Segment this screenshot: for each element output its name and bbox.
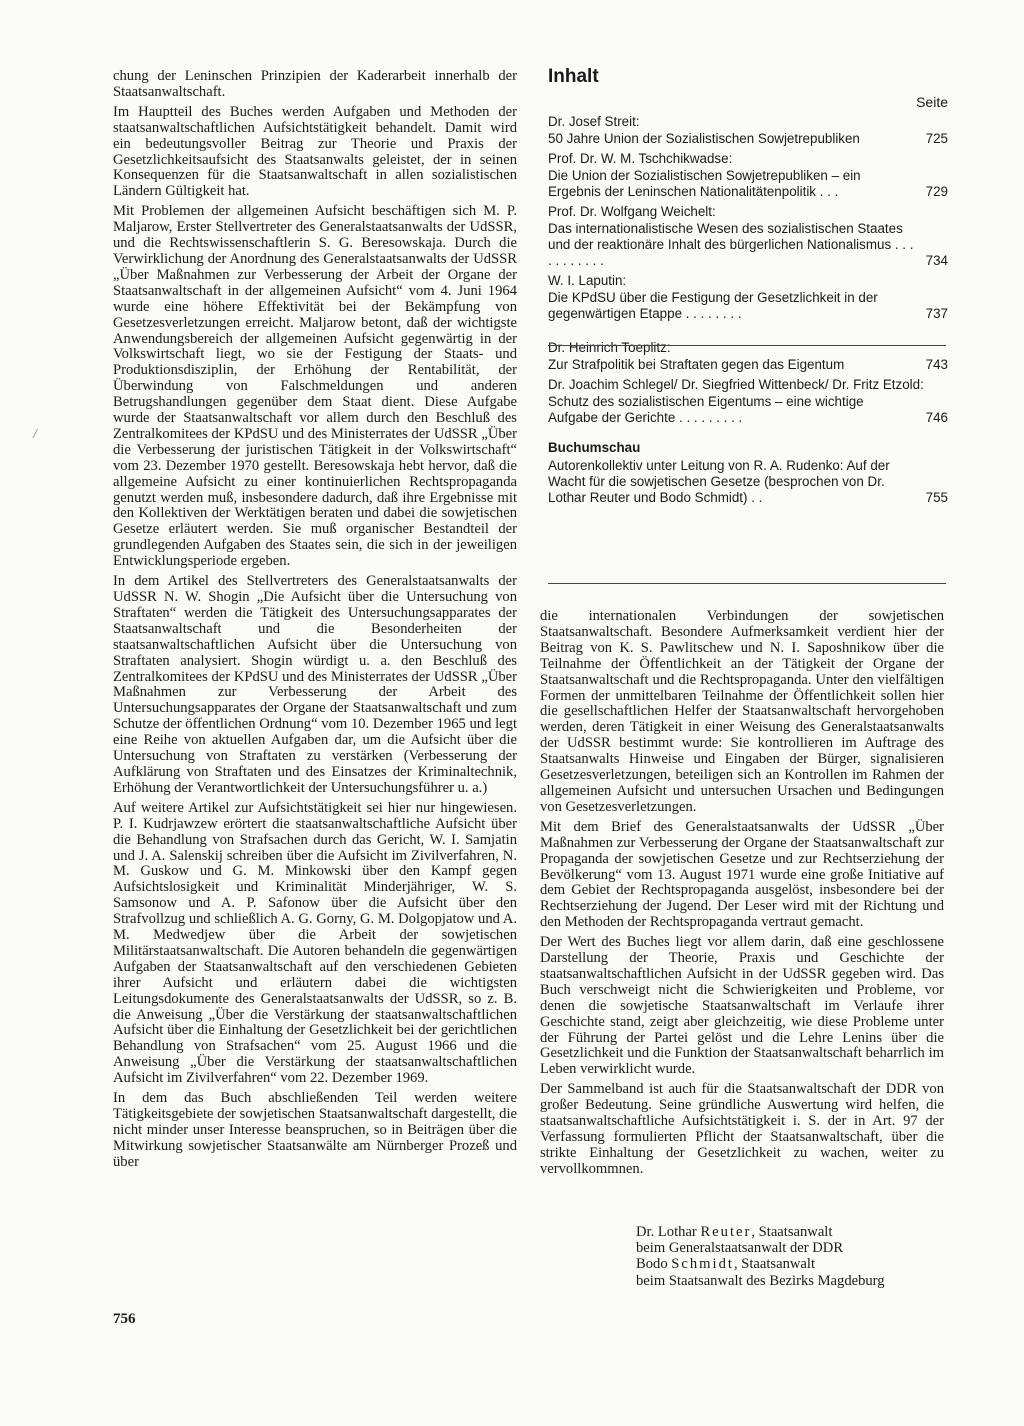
- toc-title: Schutz des sozialistischen Eigentums – eine wichtige Aufgabe der Gerichte . . . . . . . . .: [548, 394, 864, 425]
- toc-review-entry: [548, 458, 948, 506]
- toc-author: Dr. Heinrich Toeplitz:: [548, 340, 671, 355]
- paragraph: Im Hauptteil des Buches werden Aufgaben und Methoden der staatsanwaltschaftlichen Aufsichtstätigkeit behandelt. Damit wird ein bedeutungsvoller Beitrag zur Theorie und Praxis der Gesetzlichkeitsaufsicht des Staatsanwalts geleistet, der in seinen Konsequenzen für die Staatsanwaltschaft in allen sozialistischen Ländern Gültigkeit hat.: [113, 103, 517, 200]
- toc-title: Zur Strafpolitik bei Straftaten gegen das Eigentum: [548, 357, 845, 372]
- right-column: [540, 609, 944, 1182]
- toc-author: Dr. Josef Streit:: [548, 114, 640, 129]
- toc-entry: [548, 273, 948, 322]
- signature-affiliation: beim Generalstaatsanwalt der DDR: [636, 1240, 844, 1257]
- toc-page: 743: [925, 357, 948, 372]
- toc-page: 725: [925, 131, 948, 146]
- left-column: [113, 69, 517, 1175]
- paragraph: chung der Leninschen Prinzipien der Kaderarbeit innerhalb der Staatsanwaltschaft.: [113, 68, 517, 100]
- toc-title: Autorenkollektiv unter Leitung von R. A. Rudenko: Auf der Wacht für die sowjetischen Gesetze (besprochen von Dr. Lothar Reuter und Bodo Schmidt) . .: [548, 458, 890, 505]
- toc-title: Die Union der Sozialistischen Sowjetrepubliken – ein Ergebnis der Leninschen Nationalitätenpolitik . . .: [548, 168, 861, 199]
- toc-page: 746: [925, 410, 948, 425]
- margin-mark: /: [33, 427, 37, 442]
- toc-page: 737: [925, 306, 948, 321]
- toc-title: 50 Jahre Union der Sozialistischen Sowjetrepubliken: [548, 131, 860, 146]
- toc-title: Die KPdSU über die Festigung der Gesetzlichkeit in der gegenwärtigen Etappe . . . . . . . .: [548, 290, 878, 321]
- toc-entry: [548, 204, 948, 269]
- paragraph: In dem das Buch abschließenden Teil werden weitere Tätigkeitsgebiete der sowjetischen Staatsanwaltschaft dargestellt, die nicht minder unser Interesse beanspruchen, so in Beiträgen über die Mitwirkung sowjetischer Staatsanwälte am Nürnberger Prozeß und über: [113, 1090, 517, 1170]
- paragraph: Mit dem Brief des Generalstaatsanwalts der UdSSR „Über Maßnahmen zur Verbesserung der Organe der Staatsanwaltschaft zur Propaganda der sowjetischen Gesetze und zur Rechtserziehung der Bevölkerung“ vom 13. August 1971 wurde eine große Initiative auf dem Gebiet der Rechtspropaganda ausgelöst, insbesondere bei der Rechtserziehung der Jugend. Der Leser wird mit der Richtung und den Methoden der Rechtspropaganda vertraut gemacht.: [540, 818, 944, 931]
- signature-affiliation: beim Staatsanwalt des Bezirks Magdeburg: [636, 1272, 885, 1289]
- toc-entry: [548, 377, 948, 426]
- paragraph: die internationalen Verbindungen der sowjetischen Staatsanwaltschaft. Besondere Aufmerksamkeit verdient hier der Beitrag von K. S. Pawlitschew und N. I. Saposhnikow über die Teilnahme der Öffentlichkeit an der Tätigkeit der Organe der Staatsanwaltschaft und die Rechtspropaganda. Unter den vielfältigen Formen der unmittelbaren Teilnahme der Öffentlichkeit sollen hier die gesellschaftlichen Helfer der Staatsanwaltschaft hervorgehoben werden, deren Tätigkeit in einer Weisung des Generalstaatsanwalts der UdSSR bestimmt wurde: Sie kontrollieren im Auftrage des Staatsanwalts Hinweise und Eingaben der Bürger, signalisieren Gesetzesverletzungen, beteiligen sich an Kontrollen im Rahmen der allgemeinen Aufsicht und untersuchen Ursachen und Bedingungen von Gesetzesverletzungen.: [540, 608, 944, 815]
- toc-heading: Inhalt: [548, 66, 599, 87]
- divider: [548, 583, 946, 584]
- page-number: 756: [113, 1311, 136, 1327]
- toc-page: 734: [925, 253, 948, 268]
- paragraph: Der Wert des Buches liegt vor allem darin, daß eine geschlossene Darstellung der Theorie, Praxis und Geschichte der staatsanwaltschaftlichen Aufsicht in der UdSSR gegeben wird. Das Buch verschweigt nicht die Schwierigkeiten und Probleme, vor denen die sowjetische Staatsanwaltschaft im Verlaufe ihrer Geschichte stand, zeigt aber gleichzeitig, wie diese Probleme unter der Führung der Partei gelöst und die Lehre Lenins über die Gesetzlichkeit und die Funktion der Staatsanwaltschaft beharrlich im Leben verwirklicht wurde.: [540, 934, 944, 1078]
- toc-page: 729: [925, 184, 948, 199]
- toc-section-heading: Buchumschau: [548, 440, 641, 455]
- table-of-contents: [548, 66, 948, 506]
- toc-page: 755: [925, 490, 948, 505]
- signature-name: Dr. Lothar Reuter, Staatsanwalt: [636, 1224, 833, 1240]
- paragraph: Auf weitere Artikel zur Aufsichtstätigkeit sei hier nur hingewiesen. P. I. Kudrjawzew erörtert die staatsanwaltschaftliche Aufsicht über die Behandlung von Strafsachen durch das Gericht, W. I. Samjatin und J. A. Salenskij schreiben über die Aufsicht im Zivilverfahren, N. M. Guskow und G. M. Minkowski über den Kampf gegen Aufsichtslosigkeit und Kriminalität Minderjähriger, W. S. Samsonow und A. P. Safonow über die Aufsicht über den Strafvollzug und schließlich A. G. Gorny, G. M. Dolgopjatow und A. M. Medwedjew über die Arbeit der sowjetischen Militärstaatsanwaltschaft. Die Autoren behandeln die gegenwärtigen Aufgaben der Staatsanwaltschaft auf den verschiedenen Gebieten ihrer Aufsicht und erläutern dabei die wichtigsten Leitungsdokumente des Generalstaatsanwalts der UdSSR, so z. B. die Anweisung „Über die Verstärkung der staatsanwaltschaftlichen Aufsicht über die Einhaltung der Gesetzlichkeit bei der gerichtlichen Behandlung von Strafsachen“ vom 25. August 1966 und die Anweisung „Über die Verstärkung der staatsanwaltschaftlichen Aufsicht im Zivilverfahren“ vom 22. Dezember 1969.: [113, 799, 517, 1087]
- signature-name: Bodo Schmidt, Staatsanwalt: [636, 1256, 815, 1273]
- toc-author: Prof. Dr. Wolfgang Weichelt:: [548, 204, 716, 219]
- toc-page-label: Seite: [916, 94, 948, 110]
- toc-title: Das internationalistische Wesen des sozialistischen Staates und der reaktionäre Inhalt des bürgerlichen Nationalismus . . . . . . . . . . .: [548, 221, 914, 268]
- paragraph: Der Sammelband ist auch für die Staatsanwaltschaft der DDR von großer Bedeutung. Seine gründliche Auswertung wird helfen, die staatsanwaltschaftliche Aufsichtstätigkeit i. S. der in Art. 97 der Verfassung formulierten Pflicht der Staatsanwaltschaft, über die strikte Einhaltung der Gesetzlichkeit zu wachen, weiter zu vervollkommnen.: [540, 1081, 944, 1177]
- toc-author: W. I. Laputin:: [548, 273, 627, 288]
- divider: [548, 345, 946, 346]
- paragraph: Mit Problemen der allgemeinen Aufsicht beschäftigen sich M. P. Maljarow, Erster Stellvertreter des Generalstaatsanwalts der UdSSR, und die Rechtswissenschaftlerin S. G. Beresowskaja. Durch die Verwirklichung der Anordnung des Generalstaatsanwalts der UdSSR „Über Maßnahmen zur Verbesserung der Arbeit der Organe der Staatsanwaltschaft in der allgemeinen Aufsicht“ vom 4. Juni 1964 wurde eine höhere Effektivität bei der Bekämpfung von Gesetzesverletzungen erreicht. Maljarow betont, daß der wichtigste Anwendungsbereich der allgemeinen Aufsicht gegenwärtig in der Volkswirtschaft liegt, wo sie der Festigung der Staats- und Produktionsdisziplin, der Erhöhung der Rentabilität, der Überwindung von Falschmeldungen und anderen Betrugshandlungen gegenüber dem Staat dient. Diese Aufgabe wurde der Staatsanwaltschaft vor allem durch den Beschluß des Zentralkomitees der KPdSU und des Ministerrates der UdSSR „Über die Verbesserung der juristischen Tätigkeit in der Volkswirtschaft“ vom 23. Dezember 1970 gestellt. Beresowskaja hebt hervor, daß die allgemeine Aufsicht zu einer kontinuierlichen Rechtspropaganda genutzt werden muß, insbesondere dadurch, daß ihre Ergebnisse mit den Kollektiven der Werktätigen beraten und dabei die sowjetischen Gesetze erläutert werden. Sie muß organischer Bestandteil der grundlegenden Aufgaben des Staates sein, die sich in der jeweiligen Entwicklungsperiode ergeben.: [113, 203, 517, 570]
- toc-author: Dr. Joachim Schlegel/ Dr. Siegfried Wittenbeck/ Dr. Fritz Etzold:: [548, 377, 924, 392]
- signature-block: [636, 1224, 885, 1289]
- toc-author: Prof. Dr. W. M. Tschchikwadse:: [548, 151, 733, 166]
- toc-entry: [548, 114, 948, 147]
- toc-entry: [548, 151, 948, 200]
- paragraph: In dem Artikel des Stellvertreters des Generalstaatsanwalts der UdSSR N. W. Shogin „Die Aufsicht über die Untersuchung von Straftaten“ werden die Tätigkeit des Untersuchungsapparates der Staatsanwaltschaft und die Besonderheiten der staatsanwaltschaftlichen Aufsicht über die Untersuchung von Straftaten analysiert. Shogin würdigt u. a. den Beschluß des Zentralkomitees der KPdSU und des Ministerrates der UdSSR „Über Maßnahmen zur Verbesserung der Arbeit des Untersuchungsapparates der Organe der Staatsanwaltschaft und zum Schutze der öffentlichen Ordnung“ vom 10. Dezember 1965 und legt eine Reihe von aktuellen Aufgaben dar, um die Aufsicht über die Untersuchung von Straftaten zu verstärken (Verbesserung der Aufklärung von Straftaten und des Einsatzes der Kriminaltechnik, Erhöhung der Verantwortlichkeit der Untersuchungsführer u. a.): [113, 573, 517, 796]
